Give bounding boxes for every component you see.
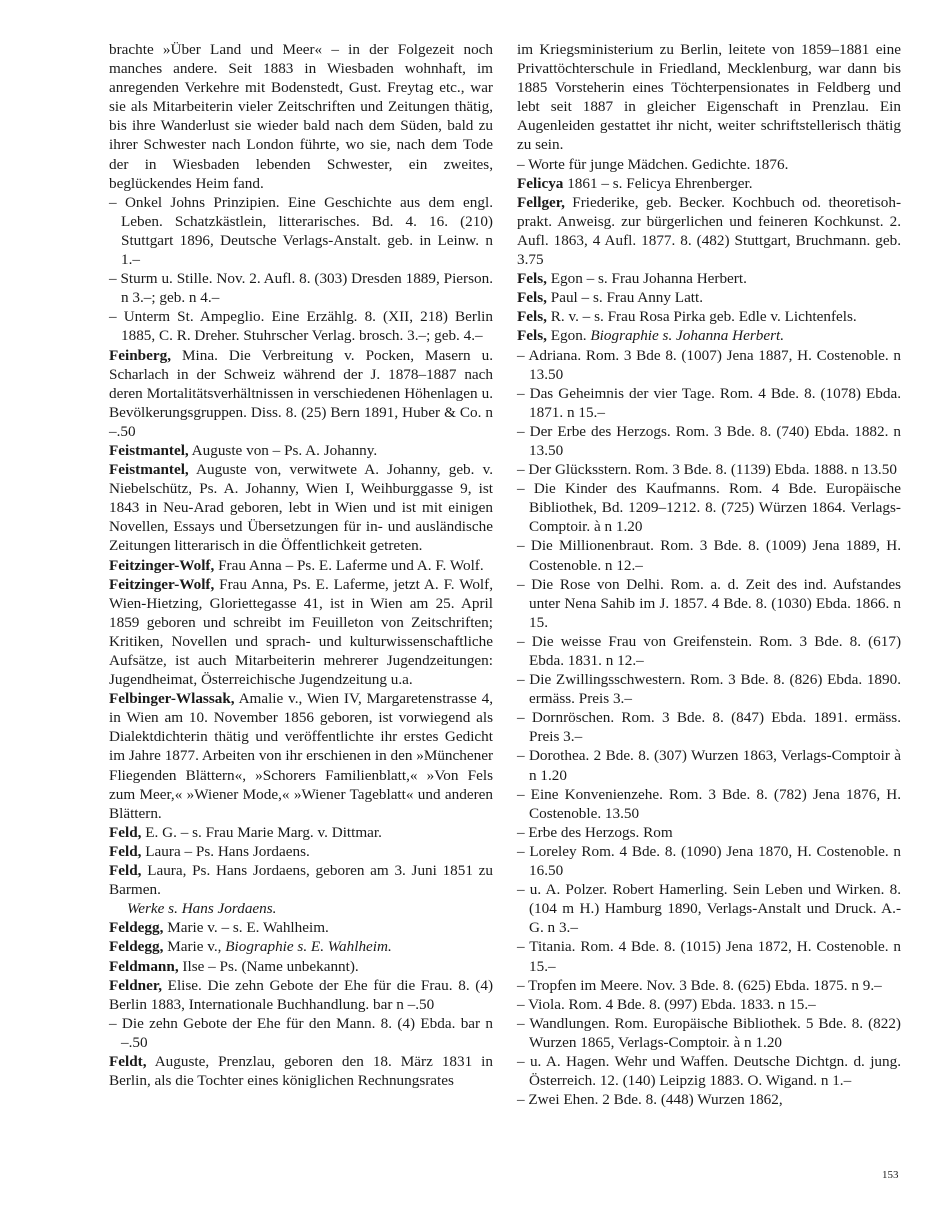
- entry-text: – Adriana. Rom. 3 Bde 8. (1007) Jena 1887, H. Costenoble. n 13.50: [517, 346, 901, 383]
- entry-paragraph: [109, 40, 493, 193]
- entry-paragraph: [109, 842, 493, 861]
- entry-headword: Feldegg,: [109, 938, 164, 956]
- entry-paragraph: [109, 556, 493, 575]
- entry-paragraph: [109, 957, 493, 976]
- entry-paragraph: [517, 785, 901, 823]
- entry-paragraph: [517, 155, 901, 174]
- entry-paragraph: [517, 995, 901, 1014]
- entry-text: – u. A. Polzer. Robert Hamerling. Sein Leben und Wirken. 8. (104 m H.) Hamburg 1890, Verlags-Anstalt und Druck. A.-G. n 3.–: [517, 881, 901, 937]
- entry-headword: Feldegg,: [109, 919, 164, 937]
- entry-text: brachte »Über Land und Meer« – in der Folgezeit noch manches andere. Seit 1883 in Wiesbaden wohnhaft, im anregenden Verkehre mit Bodenstedt, Gust. Freytag etc., war sie als Mitarbeiterin vieler Zeitschriften und Zeitungen thätig, bis ihre Wanderlust sie wieder bald nach dem Süden, bald zu ihrer Schwester nach London führte, wo sie, nach dem Tode der in Wiesbaden lebenden Schwester, ein zweites, beglückendes Heim fand.: [109, 41, 493, 192]
- entry-text: Laura – Ps. Hans Jordaens.: [141, 842, 310, 860]
- right-column: [517, 40, 901, 1109]
- entry-text: – Das Geheimnis der vier Tage. Rom. 4 Bde. 8. (1078) Ebda. 1871. n 15.–: [517, 384, 901, 421]
- entry-headword: Feistmantel,: [109, 461, 189, 479]
- entry-text: – Tropfen im Meere. Nov. 3 Bde. 8. (625) Ebda. 1875. n 9.–: [517, 976, 882, 994]
- entry-paragraph: [517, 193, 901, 269]
- entry-text: – Zwei Ehen. 2 Bde. 8. (448) Wurzen 1862,: [517, 1091, 783, 1109]
- entry-paragraph: [109, 823, 493, 842]
- entry-text: – Erbe des Herzogs. Rom: [517, 823, 673, 841]
- entry-text: – u. A. Hagen. Wehr und Waffen. Deutsche Dichtgn. d. jung. Österreich. 12. (140) Leipzig 1883. O. Wigand. n 1.–: [517, 1052, 901, 1090]
- entry-text: – Worte für junge Mädchen. Gedichte. 1876.: [517, 155, 789, 173]
- entry-paragraph: [517, 1014, 901, 1052]
- entry-paragraph: [517, 575, 901, 632]
- entry-paragraph: [109, 1052, 493, 1090]
- entry-paragraph: [517, 460, 901, 479]
- entry-paragraph: [517, 288, 901, 307]
- entry-paragraph: [109, 861, 493, 899]
- entry-paragraph: [517, 976, 901, 995]
- entry-paragraph: [109, 1014, 493, 1052]
- entry-text: – Eine Konvenienzehe. Rom. 3 Bde. 8. (782) Jena 1876, H. Costenoble. 13.50: [517, 785, 901, 822]
- entry-text: – Die Rose von Delhi. Rom. a. d. Zeit des ind. Aufstandes unter Nena Sahib im J. 1857. 4 Bde. 8. (1030) Ebda. 1866. n 15.: [517, 575, 901, 631]
- entry-text: – Die Millionenbraut. Rom. 3 Bde. 8. (1009) Jena 1889, H. Costenoble. n 12.–: [517, 537, 901, 574]
- entry-paragraph: [517, 346, 901, 384]
- entry-paragraph: [109, 269, 493, 307]
- entry-headword: Fels,: [517, 308, 547, 326]
- entry-paragraph: [109, 899, 493, 918]
- entry-paragraph: [109, 689, 493, 823]
- entry-text: Elise. Die zehn Gebote der Ehe für die Frau. 8. (4) Berlin 1883, Internationale Buchhandlung. bar n –.50: [109, 976, 493, 1013]
- entry-text: – Der Erbe des Herzogs. Rom. 3 Bde. 8. (740) Ebda. 1882. n 13.50: [517, 422, 901, 459]
- entry-text: – Sturm u. Stille. Nov. 2. Aufl. 8. (303) Dresden 1889, Pierson. n 3.–; geb. n 4.–: [109, 270, 493, 307]
- entry-paragraph: [517, 326, 901, 345]
- entry-headword: Feinberg,: [109, 346, 172, 364]
- entry-headword: Feistmantel,: [109, 441, 189, 459]
- entry-text: – Die Zwillingsschwestern. Rom. 3 Bde. 8. (826) Ebda. 1890. ermäss. Preis 3.–: [517, 671, 901, 708]
- entry-text: – Die Kinder des Kaufmanns. Rom. 4 Bde. Europäische Bibliothek, Bd. 1209–1212. 8. (725) Würzen 1864. Verlags-Comptoir. à n 1.20: [517, 480, 901, 536]
- entry-italic-text: Biographie s. E. Wahlheim.: [225, 938, 392, 956]
- entry-text: – Loreley Rom. 4 Bde. 8. (1090) Jena 1870, H. Costenoble. n 16.50: [517, 842, 901, 880]
- entry-headword: Feldmann,: [109, 957, 179, 975]
- entry-text: Egon – s. Frau Johanna Herbert.: [546, 270, 747, 288]
- entry-text: Auguste, Prenzlau, geboren den 18. März 1831 in Berlin, als die Tochter eines königlichen Rechnungsrates: [109, 1052, 493, 1090]
- entry-text: Marie v.,: [163, 938, 226, 956]
- entry-paragraph: [109, 346, 493, 441]
- entry-paragraph: [517, 536, 901, 574]
- entry-headword: Fels,: [517, 289, 547, 307]
- entry-paragraph: [517, 384, 901, 422]
- entry-text: Amalie v., Wien IV, Margaretenstrasse 4, in Wien am 10. November 1856 geboren, ist vorwiegend als Dialektdichterin thätig und veröffentlichte ihr erstes Gedicht im Jahre 1877. Arbeiten von ihr erschienen in den »Münchener Fliegenden Blättern«, »Schorers Familienblatt,« »Von Fels zum Meer,« »Wiener Mode,« »Wiener Tageblatt« und anderen Blättern.: [109, 690, 493, 822]
- entry-paragraph: [517, 422, 901, 460]
- entry-paragraph: [109, 918, 493, 937]
- entry-text: Werke s. Hans Jordaens.: [127, 900, 277, 918]
- entry-italic-text: Biographie s. Johanna Herbert.: [590, 327, 785, 345]
- entry-headword: Feldner,: [109, 976, 163, 994]
- entry-text: – Viola. Rom. 4 Bde. 8. (997) Ebda. 1833. n 15.–: [517, 995, 816, 1013]
- entry-paragraph: [109, 193, 493, 269]
- entry-text: Egon.: [546, 327, 591, 345]
- entry-paragraph: [109, 575, 493, 690]
- entry-text: Mina. Die Verbreitung v. Pocken, Masern u. Scharlach in der Schweiz während der J. 1878–1887 nach deren Mortalitätsverhältnissen in verschiedenen Höhenlagen u. Bevölkerungsgruppen. Diss. 8. (25) Bern 1891, Huber & Co. n –.50: [109, 346, 493, 440]
- entry-headword: Fels,: [517, 327, 547, 345]
- entry-headword: Feld,: [109, 823, 142, 841]
- entry-paragraph: [517, 670, 901, 708]
- entry-text: Paul – s. Frau Anny Latt.: [546, 289, 704, 307]
- entry-paragraph: [517, 937, 901, 975]
- entry-paragraph: [517, 1090, 901, 1109]
- entry-text: – Die zehn Gebote der Ehe für den Mann. 8. (4) Ebda. bar n –.50: [109, 1014, 493, 1051]
- entry-headword: Feldt,: [109, 1052, 147, 1070]
- entry-paragraph: [517, 842, 901, 880]
- entry-text: R. v. – s. Frau Rosa Pirka geb. Edle v. Lichtenfels.: [546, 308, 857, 326]
- entry-text: – Dornröschen. Rom. 3 Bde. 8. (847) Ebda. 1891. ermäss. Preis 3.–: [517, 709, 901, 746]
- entry-paragraph: [517, 269, 901, 288]
- entry-paragraph: [517, 823, 901, 842]
- entry-paragraph: [517, 746, 901, 784]
- entry-paragraph: [517, 880, 901, 937]
- entry-text: 1861 – s. Felicya Ehrenberger.: [563, 174, 753, 192]
- entry-text: – Dorothea. 2 Bde. 8. (307) Wurzen 1863, Verlags-Comptoir à n 1.20: [517, 747, 901, 784]
- entry-headword: Feld,: [109, 842, 142, 860]
- left-column: [109, 40, 493, 1090]
- entry-text: Frau Anna – Ps. E. Laferme und A. F. Wolf.: [214, 556, 484, 574]
- entry-text: – Titania. Rom. 4 Bde. 8. (1015) Jena 1872, H. Costenoble. n 15.–: [517, 938, 901, 975]
- entry-text: – Die weisse Frau von Greifenstein. Rom. 3 Bde. 8. (617) Ebda. 1831. n 12.–: [517, 632, 901, 669]
- entry-text: – Unterm St. Ampeglio. Eine Erzählg. 8. (XII, 218) Berlin 1885, C. R. Dreher. Stuhrscher Verlag. brosch. 3.–; geb. 4.–: [109, 308, 493, 345]
- entry-paragraph: [109, 937, 493, 956]
- entry-paragraph: [109, 441, 493, 460]
- entry-headword: Feitzinger-Wolf,: [109, 575, 215, 593]
- entry-headword: Fels,: [517, 270, 547, 288]
- entry-paragraph: [109, 307, 493, 345]
- entry-text: Auguste von, verwitwete A. Johanny, geb. v. Niebelschütz, Ps. A. Johanny, Wien I, Weihburggasse 9, ist 1843 in Neu-Arad geboren, lebt in Wien und ist mit einigen Novellen, Essays und Übersetzungen für in- und ausländische Zeitungen litterarisch in die Öffentlichkeit getreten.: [109, 461, 493, 555]
- page-number: 153: [882, 1169, 899, 1181]
- entry-paragraph: [517, 174, 901, 193]
- entry-text: Ilse – Ps. (Name unbekannt).: [178, 957, 359, 975]
- entry-text: – Onkel Johns Prinzipien. Eine Geschichte aus dem engl. Leben. Schatzkästlein, litterarisches. Bd. 4. 16. (210) Stuttgart 1896, Deutsche Verlags-Anstalt. geb. in Leinw. n 1.–: [109, 193, 493, 269]
- entry-text: Laura, Ps. Hans Jordaens, geboren am 3. Juni 1851 zu Barmen.: [109, 862, 493, 899]
- entry-paragraph: [109, 976, 493, 1014]
- entry-text: Friederike, geb. Becker. Kochbuch od. theoretisoh-prakt. Anweisg. zur bürgerlichen und feineren Kochkunst. 2. Aufl. 1863, 4 Aufl. 1877. 8. (482) Stuttgart, Bruchmann. geb. 3.75: [517, 193, 901, 269]
- entry-paragraph: [517, 708, 901, 746]
- entry-headword: Fellger,: [517, 193, 565, 211]
- entry-text: E. G. – s. Frau Marie Marg. v. Dittmar.: [141, 823, 382, 841]
- entry-paragraph: [517, 1052, 901, 1090]
- entry-headword: Felbinger-Wlassak,: [109, 690, 235, 708]
- entry-paragraph: [517, 632, 901, 670]
- entry-headword: Feld,: [109, 862, 142, 880]
- entry-text: – Der Glücksstern. Rom. 3 Bde. 8. (1139) Ebda. 1888. n 13.50: [517, 461, 897, 479]
- entry-text: – Wandlungen. Rom. Europäische Bibliothek. 5 Bde. 8. (822) Wurzen 1865, Verlags-Comptoir. à n 1.20: [517, 1014, 901, 1051]
- entry-paragraph: [517, 479, 901, 536]
- entry-text: Auguste von – Ps. A. Johanny.: [188, 441, 378, 459]
- entry-text: Frau Anna, Ps. E. Laferme, jetzt A. F. Wolf, Wien-Hietzing, Gloriettegasse 41, ist in Wien am 25. April 1859 geboren und schreibt im Feuilleton von Zeitschriften; Kritiken, Novellen und sprach- und kulturwissenschaftliche Aufsätze, ist auch Mitarbeiterin mehrerer Jugendzeitungen: Jugendheimat, Österreichische Jugendzeitung u.a.: [109, 575, 493, 689]
- entry-text: im Kriegsministerium zu Berlin, leitete von 1859–1881 eine Privattöchterschule in Friedland, Mecklenburg, war dann bis 1885 Vorsteherin eines Töchterpensionates in Feldberg und lebt seit 1887 in gleicher Eigenschaft in Prenzlau. Ein Augenleiden gestattet ihr nicht, weiter schriftstellerisch thätig zu sein.: [517, 41, 901, 154]
- entry-headword: Felicya: [517, 174, 564, 192]
- entry-text: Marie v. – s. E. Wahlheim.: [163, 919, 329, 937]
- entry-paragraph: [517, 40, 901, 155]
- entry-paragraph: [109, 460, 493, 555]
- entry-headword: Feitzinger-Wolf,: [109, 556, 215, 574]
- entry-paragraph: [517, 307, 901, 326]
